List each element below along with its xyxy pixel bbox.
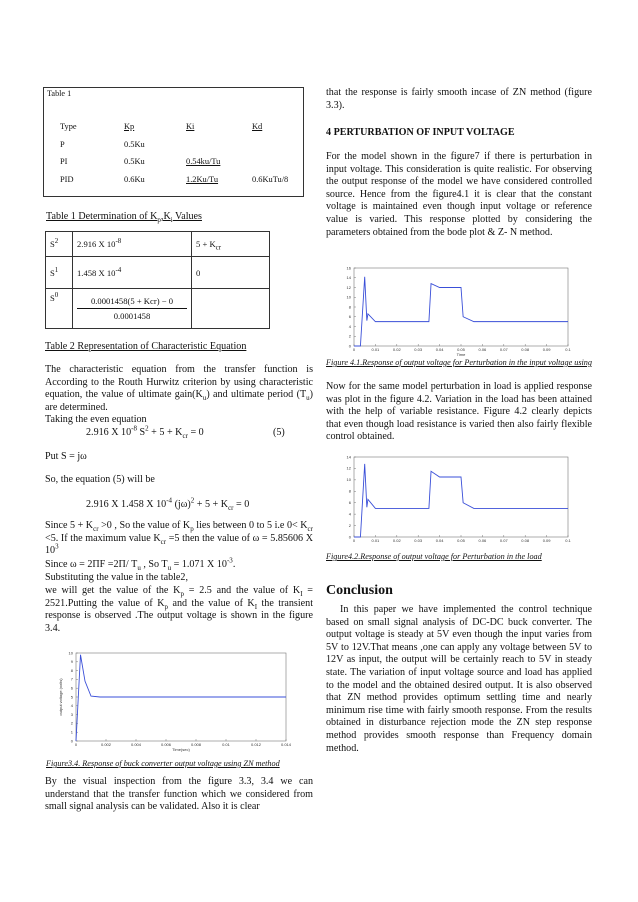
table1-caption-sub-p: p [157,216,161,225]
x-tick-label: 0.03 [414,538,423,543]
table-row [46,289,270,329]
table1-cell: 0.5Ku [124,139,145,149]
left-paragraph-1: The characteristic equation from the transfer function is According to the Routh Hurwitz criterion by using characteristic equation, the value of ultimate $gain(K_u)$ and ultimate period $(T_u)$ are determined. [45,364,313,413]
plot-frame [354,457,568,537]
table2-label: $S^1$ [46,257,73,289]
x-tick-label: 0.006 [160,742,172,747]
table1-cell: 0.6KuTu/8 [252,174,289,184]
table2-cell: 2.916 X $10^{-8}$ [73,232,192,257]
x-tick-label: 0.008 [190,742,202,747]
x-tick-label: 0.07 [499,347,508,352]
table2-cell: 1.458 X $10^{-4}$ [73,257,192,289]
table2 [45,231,270,329]
table2-label: $S^2$ [46,232,73,257]
table1 [60,118,303,188]
x-tick-label: 0.1 [565,538,571,543]
table2-label: $S^0$ [46,289,73,329]
y-tick-label: 3 [70,711,73,717]
put-s-text: Put S = jω [45,451,87,462]
x-tick-label: 0.05 [457,538,465,543]
table1-cell: P [60,139,65,149]
so-text: So, the equation (5) will be [45,474,155,485]
x-tick-label: 0 [352,538,356,543]
table1-header-kp: Kp [124,122,135,132]
table-row [60,153,303,171]
y-tick-label: 4 [348,323,351,329]
y-tick-label: 0 [70,738,73,744]
table1-caption-a: Table 1 Determination of K [46,211,158,222]
x-tick-label: 0.04 [435,538,444,543]
y-tick-label: 10 [68,650,73,656]
y-tick-label: 6 [348,314,351,320]
x-tick-label: 0 [352,347,356,352]
x-tick-label: 0.06 [478,538,487,543]
x-tick-label: 0.1 [565,347,571,352]
conclusion-paragraph: In this paper we have implemented the control technique based on small signal analysis of DC-DC buck converter. The output voltage is steady at 5V even though the input varies from 5V to 12V.That means ,one can apply any voltage between 5V to 12V as input, the output will be certainly reach to 5V in steady state. The variation of input voltage source and load has applied to the model and the obtained desired output. It is also observed that ZN method provides optimum settling time and nearly minimum rise time with fairly smooth response. From the results obtained in disturbance rejection mode the ZN step response method provides smooth response than Frequency domain method. [326,604,592,754]
table1-cell: 0.54ku/Tu [186,157,221,167]
table1-cell [252,153,303,171]
equation-5: 2.916 X $10^{-8}$ $S^2 + 5 + K_{cr} = 0$ [86,424,204,441]
figure-4-2-plot [326,451,592,549]
y-tick-label: 12 [346,284,351,290]
x-tick-label: 0.01 [222,742,230,747]
y-tick-label: 14 [346,275,351,281]
x-tick-label: 0.02 [392,347,401,352]
left-bottom-paragraph: By the visual inspection from the figure 3.3, 3.4 we can understand that the transfer function which we considered from small signal analysis can be validated. Also it is clear [45,776,313,813]
conclusion-title: Conclusion [326,583,393,598]
y-tick-label: 14 [346,454,351,460]
table-row [46,232,270,257]
left-paragraph-2: Taking the even equation [45,414,147,425]
y-tick-label: 16 [346,265,351,271]
table1-cell: 0.6Ku [124,174,145,184]
table1-cell [186,136,252,154]
table1-cell: PID [60,174,74,184]
table2-cell [192,289,270,329]
x-tick-label: 0.012 [250,742,262,747]
x-tick-label: 0.06 [478,347,487,352]
table-row [60,136,303,154]
y-tick-label: 12 [346,465,351,471]
figure-3-4-svg [46,645,312,757]
table2-fraction-num: 0.0001458(5 + Kcr) − 0 [77,296,187,309]
table-row [60,171,303,189]
y-tick-label: 7 [70,676,73,682]
table1-cell [252,136,303,154]
right-paragraph-1: For the model shown in the figure7 if there is perturbation in input voltage. This consideration is quite realistic. For observing the output response of the model we have considered controlled source. Hence from the figure4.1 it is clear that the constant voltage is maintained even though input voltage or reference value is varied. This response plotted by considering the parameters obtained from the bode plot & Z- N method. [326,151,592,238]
right-paragraph-2: Now for the same model perturbation in load is applied response was plot in the figure 4.2. Variation in the load has been attained with the help of variable resistance. Figure 4.2 clearly depicts that even though load resistance is varied then also fairly flexible control obtained. [326,381,592,443]
x-tick-label: 0.09 [542,347,551,352]
we-will-paragraph: we will get the value of the $K_p = 2.5$ and the value of $K_I$ = 2521.Putting the value of $K_p$ and the value of $K_I$ the transient response is observed .The output voltage is shown in the figure 3.4. [45,585,314,634]
table1-caption-b: ,K [160,211,171,222]
since-paragraph-2: Since ω = 2ΠF =2Π/ $T_u$ , So $T_u = 1.071$ X $10^{-3}$. [45,556,236,573]
table-row [46,257,270,289]
y-tick-label: 2 [348,333,351,339]
substituting-text: Substituting the value in the table2, [45,572,188,583]
table2-fraction-den: 0.0001458 [113,311,151,321]
table2-fraction-cell [73,289,192,329]
x-tick-label: 0.05 [457,347,465,352]
x-tick-label: 0.02 [392,538,401,543]
y-tick-label: 10 [346,294,351,300]
table1-header-row [60,118,303,136]
figure-3-4-caption: Figure3.4. Response of buck converter output voltage using ZN method [46,759,280,768]
x-tick-label: 0.01 [371,347,380,352]
x-tick-label: 0.07 [499,538,508,543]
x-axis-label: Time [456,352,466,356]
plot-frame [354,268,568,346]
table1-header-type: Type [60,122,77,132]
y-tick-label: 5 [70,694,73,700]
table1-header-kd: Kd [252,122,263,132]
y-tick-label: 8 [70,667,73,673]
y-tick-label: 8 [348,304,351,310]
figure-4-1-plot [326,262,592,356]
x-tick-label: 0.08 [521,538,530,543]
y-tick-label: 4 [348,511,351,517]
x-tick-label: 0.004 [130,742,142,747]
x-axis-label: Time(sec) [172,747,190,752]
table1-header-ki: Ki [186,122,195,132]
equation-6: 2.916 X 1.458 X $10^{-4}$ $(j\omega)^2 + 5 + K_{cr} = 0$ [86,496,250,513]
table1-caption-sub-i: i [170,216,173,225]
figure-4-1-svg [326,262,592,356]
table2-cell: 0 [192,257,270,289]
x-tick-label: 0.014 [280,742,292,747]
table1-box [43,87,304,197]
table1-cell: 0.5Ku [124,157,145,167]
figure-4-2-caption: Figure4.2.Response of output voltage for Perturbation in the load [326,552,542,561]
y-tick-label: 9 [70,659,73,665]
y-tick-label: 6 [348,500,351,506]
table1-cell: 1.2Ku/Tu [186,174,219,184]
section-heading-4: 4 PERTURBATION OF INPUT VOLTAGE [326,127,515,138]
x-tick-label: 0.09 [542,538,551,543]
y-tick-label: 8 [348,488,351,494]
equation-5-number: (5) [273,427,285,438]
table2-cell: $5 + K_{cr}$ [192,232,270,257]
figure-3-4-plot [46,645,312,757]
table1-cell: PI [60,157,68,167]
y-tick-label: 0 [348,343,351,349]
y-axis-label: output voltage (volts) [58,678,63,716]
x-tick-label: 0.03 [414,347,423,352]
x-tick-label: 0.04 [435,347,444,352]
x-tick-label: 0.01 [371,538,380,543]
y-tick-label: 2 [348,522,351,528]
figure-4-1-caption: Figure 4.1.Response of output voltage for Perturbation in the input voltage using [326,358,592,367]
table1-title: Table 1 [47,89,72,98]
y-tick-label: 0 [348,534,351,540]
right-paragraph-0: that the response is fairly smooth incase of ZN method (figure 3.3). [326,87,592,111]
table1-caption [46,211,202,224]
y-tick-label: 6 [70,685,73,691]
figure-4-2-svg [326,451,592,549]
since-paragraph-1: Since $5 + K_{cr} >0$ , So the value of $K_p$ lies between 0 to 5 i.e $0< K_{cr} <5$. If the maximum value $K_{cr} =5$ then the value of ω = 5.85606 X $10^3$ [45,520,314,557]
table1-caption-c: Values [172,211,202,222]
x-tick-label: 0 [74,742,78,747]
y-tick-label: 1 [70,729,73,735]
y-tick-label: 2 [70,720,73,726]
x-tick-label: 0.08 [521,347,530,352]
x-tick-label: 0.002 [100,742,112,747]
table2-caption: Table 2 Representation of Characteristic Equation [45,341,247,352]
y-tick-label: 4 [70,703,73,709]
y-tick-label: 10 [346,477,351,483]
